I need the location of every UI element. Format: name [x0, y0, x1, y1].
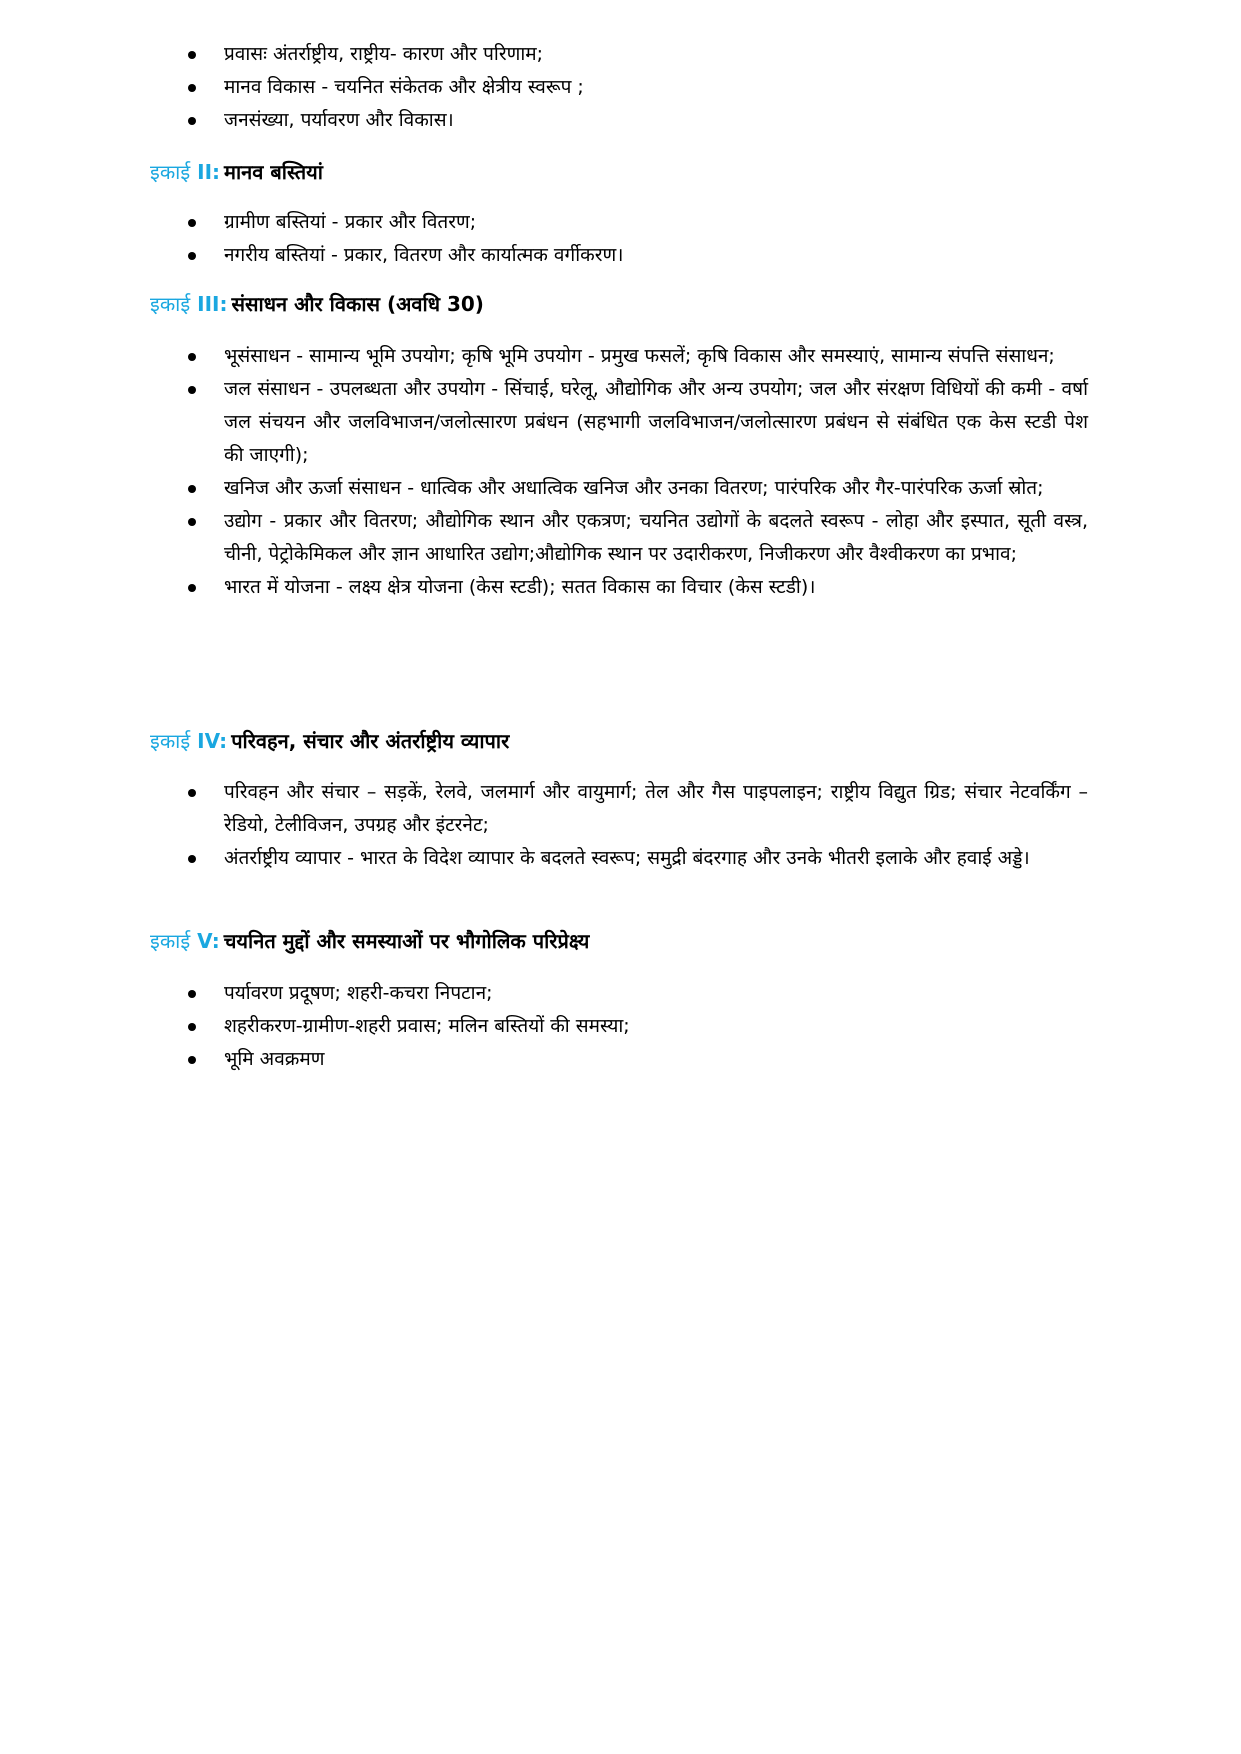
list-item: खनिज और ऊर्जा संसाधन - धात्विक और अधात्विक खनिज और उनका वितरण; पारंपरिक और गैर-पारंपरिक ऊर्जा स्रोत;: [188, 472, 1088, 505]
bullet-icon: [188, 1023, 196, 1031]
bullet-icon: [188, 518, 196, 526]
unit-3-list-block: [188, 340, 1088, 604]
bullet-icon: [188, 219, 196, 227]
unit-4-list-block: [188, 776, 1088, 875]
bullet-icon: [188, 584, 196, 592]
unit-5-list-block: [188, 977, 1088, 1076]
unit-5-heading: इकाई V: चयनित मुद्दों और समस्याओं पर भौगोलिक परिप्रेक्ष्य: [150, 929, 590, 953]
unit-4-list: [188, 776, 1088, 875]
unit-5-list: [188, 977, 1088, 1076]
unit-3-list: [188, 340, 1088, 604]
bullet-icon: [188, 84, 196, 92]
unit-2-list-block: [188, 206, 1088, 272]
unit-3-heading: इकाई III: संसाधन और विकास (अवधि 30): [150, 292, 484, 316]
unit-4-heading: इकाई IV: परिवहन, संचार और अंतर्राष्ट्रीय व्यापार: [150, 729, 510, 753]
list-item: प्रवासः अंतर्राष्ट्रीय, राष्ट्रीय- कारण और परिणाम;: [188, 38, 1088, 71]
bullet-icon: [188, 252, 196, 260]
list-item: ग्रामीण बस्तियां - प्रकार और वितरण;: [188, 206, 1088, 239]
list-item: उद्योग - प्रकार और वितरण; औद्योगिक स्थान और एकत्रण; चयनित उद्योगों के बदलते स्वरूप - लोहा और इस्पात, सूती वस्त्र, चीनी, पेट्रोकेमिकल और ज्ञान आधारित उद्योग;औद्योगिक स्थान पर उदारीकरण, निजीकरण और वैश्वीकरण का प्रभाव;: [188, 505, 1088, 571]
bullet-icon: [188, 51, 196, 59]
bullet-icon: [188, 990, 196, 998]
bullet-icon: [188, 485, 196, 493]
unit-2-list: [188, 206, 1088, 272]
bullet-icon: [188, 353, 196, 361]
list-item: शहरीकरण-ग्रामीण-शहरी प्रवास; मलिन बस्तियों की समस्या;: [188, 1010, 1088, 1043]
top-list-block: [188, 38, 1088, 137]
list-item: मानव विकास - चयनित संकेतक और क्षेत्रीय स्वरूप ;: [188, 71, 1088, 104]
unit-2-heading: इकाई II: मानव बस्तियां: [150, 160, 323, 184]
bullet-icon: [188, 117, 196, 125]
list-item: भूमि अवक्रमण: [188, 1043, 1088, 1076]
list-item: जल संसाधन - उपलब्धता और उपयोग - सिंचाई, घरेलू, औद्योगिक और अन्य उपयोग; जल और संरक्षण विधियों की कमी - वर्षा जल संचयन और जलविभाजन/जलोत्सारण प्रबंधन (सहभागी जलविभाजन/जलोत्सारण प्रबंधन से संबंधित एक केस स्टडी पेश की जाएगी);: [188, 373, 1088, 472]
bullet-icon: [188, 1056, 196, 1064]
list-item: पर्यावरण प्रदूषण; शहरी-कचरा निपटान;: [188, 977, 1088, 1010]
list-item: परिवहन और संचार – सड़कें, रेलवे, जलमार्ग और वायुमार्ग; तेल और गैस पाइपलाइन; राष्ट्रीय विद्युत ग्रिड; संचार नेटवर्किंग – रेडियो, टेलीविजन, उपग्रह और इंटरनेट;: [188, 776, 1088, 842]
list-item: भारत में योजना - लक्ष्य क्षेत्र योजना (केस स्टडी); सतत विकास का विचार (केस स्टडी)।: [188, 571, 1088, 604]
list-item: जनसंख्या, पर्यावरण और विकास।: [188, 104, 1088, 137]
list-item: अंतर्राष्ट्रीय व्यापार - भारत के विदेश व्यापार के बदलते स्वरूप; समुद्री बंदरगाह और उनके भीतरी इलाके और हवाई अड्डे।: [188, 842, 1088, 875]
bullet-icon: [188, 789, 196, 797]
list-item: नगरीय बस्तियां - प्रकार, वितरण और कार्यात्मक वर्गीकरण।: [188, 239, 1088, 272]
top-list: [188, 38, 1088, 137]
list-item: भूसंसाधन - सामान्य भूमि उपयोग; कृषि भूमि उपयोग - प्रमुख फसलें; कृषि विकास और समस्याएं, सामान्य संपत्ति संसाधन;: [188, 340, 1088, 373]
bullet-icon: [188, 386, 196, 394]
bullet-icon: [188, 855, 196, 863]
